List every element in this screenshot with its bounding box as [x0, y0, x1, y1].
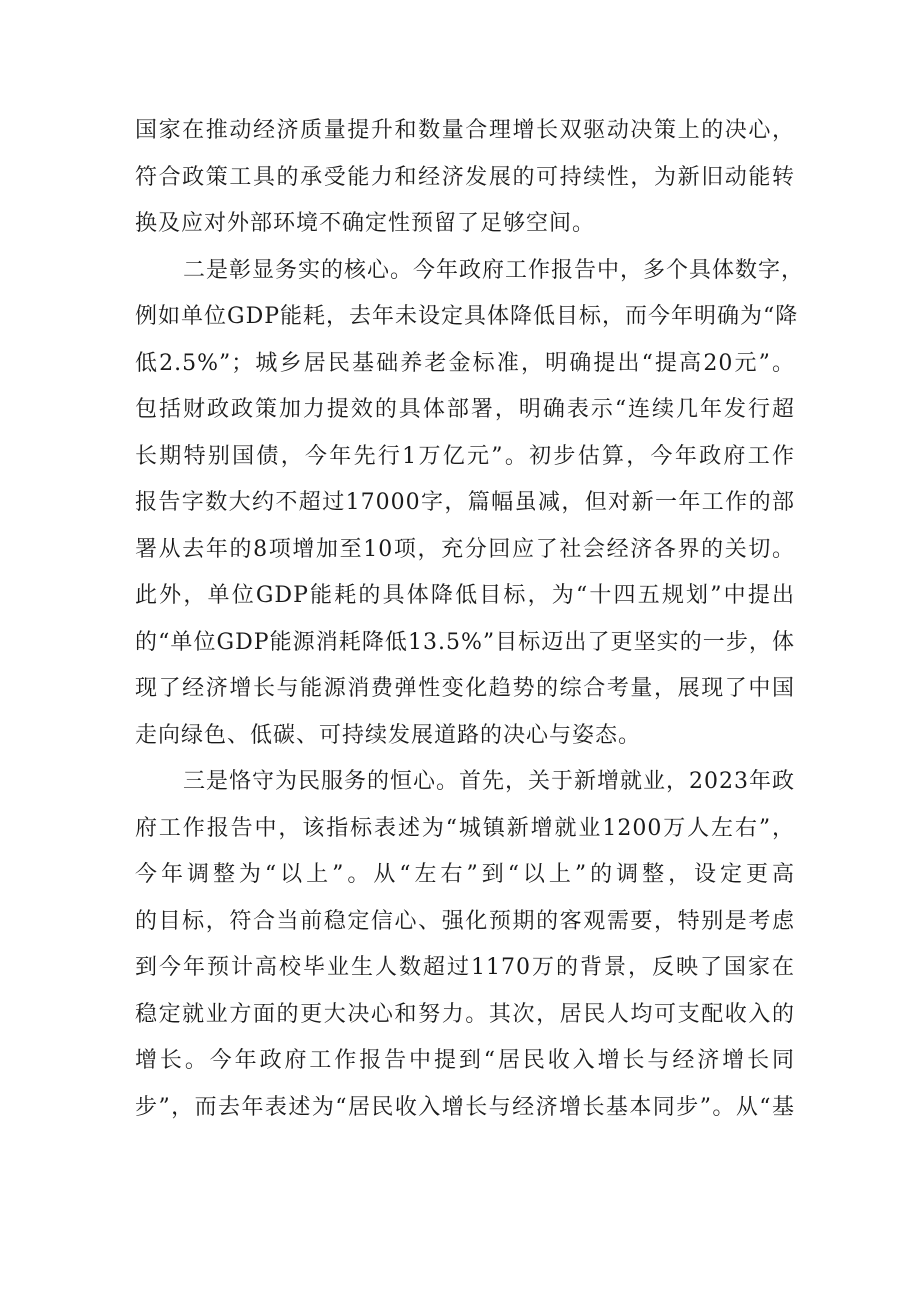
- text-line: 到今年预计高校毕业生人数超过1170万的背景，反映了国家在: [135, 955, 795, 980]
- text-line: 二是彰显务实的核心。今年政府工作报告中，多个具体数字，: [183, 257, 805, 283]
- text-line: 例如单位GDP能耗，去年未设定具体降低目标，而今年明确为“降: [135, 304, 799, 329]
- text-line: 包括财政政策加力提效的具体部署，明确表示“连续几年发行超: [135, 397, 795, 422]
- text-line: 现了经济增长与能源消费弹性变化趋势的综合考量，展现了中国: [135, 676, 795, 701]
- text-line: 三是恪守为民服务的恒心。首先，关于新增就业，2023年政: [183, 769, 795, 794]
- text-line: 署从去年的8项增加至10项，充分回应了社会经济各界的关切。: [135, 536, 795, 562]
- paragraph-2: [135, 248, 805, 760]
- text-line: 府工作报告中，该指标表述为“城镇新增就业1200万人左右”，: [135, 815, 795, 841]
- text-line: 长期特别国债，今年先行1万亿元”。初步估算，今年政府工作: [135, 443, 795, 469]
- text-line: 的“单位GDP能源消耗降低13.5%”目标迈出了更坚实的一步，体: [135, 629, 795, 655]
- text-line: 走向绿色、低碳、可持续发展道路的决心与姿态。: [135, 722, 642, 748]
- text-line: 低2.5%”；城乡居民基础养老金标准，明确提出“提高20元”。: [135, 350, 795, 376]
- text-line: 国家在推动经济质量提升和数量合理增长双驱动决策上的决心，: [135, 118, 795, 143]
- text-line: 报告字数大约不超过17000字，篇幅虽减，但对新一年工作的部: [135, 490, 795, 515]
- paragraph-1: [135, 108, 795, 248]
- text-line: 今年调整为“以上”。从“左右”到“以上”的调整，设定更高: [135, 862, 795, 887]
- text-line: 换及应对外部环境不确定性预留了足够空间。: [135, 211, 596, 236]
- text-line: 增长。今年政府工作报告中提到“居民收入增长与经济增长同: [135, 1048, 795, 1073]
- text-line: 步”，而去年表述为“居民收入增长与经济增长基本同步”。从“基: [135, 1094, 795, 1120]
- text-line: 此外，单位GDP能耗的具体降低目标，为“十四五规划”中提出: [135, 583, 795, 608]
- text-line: 符合政策工具的承受能力和经济发展的可持续性，为新旧动能转: [135, 164, 795, 190]
- paragraph-3: [135, 759, 795, 1131]
- text-line: 稳定就业方面的更大决心和努力。其次，居民人均可支配收入的: [135, 1001, 795, 1027]
- text-line: 的目标，符合当前稳定信心、强化预期的客观需要，特别是考虑: [135, 908, 795, 934]
- document-body: [135, 108, 805, 1131]
